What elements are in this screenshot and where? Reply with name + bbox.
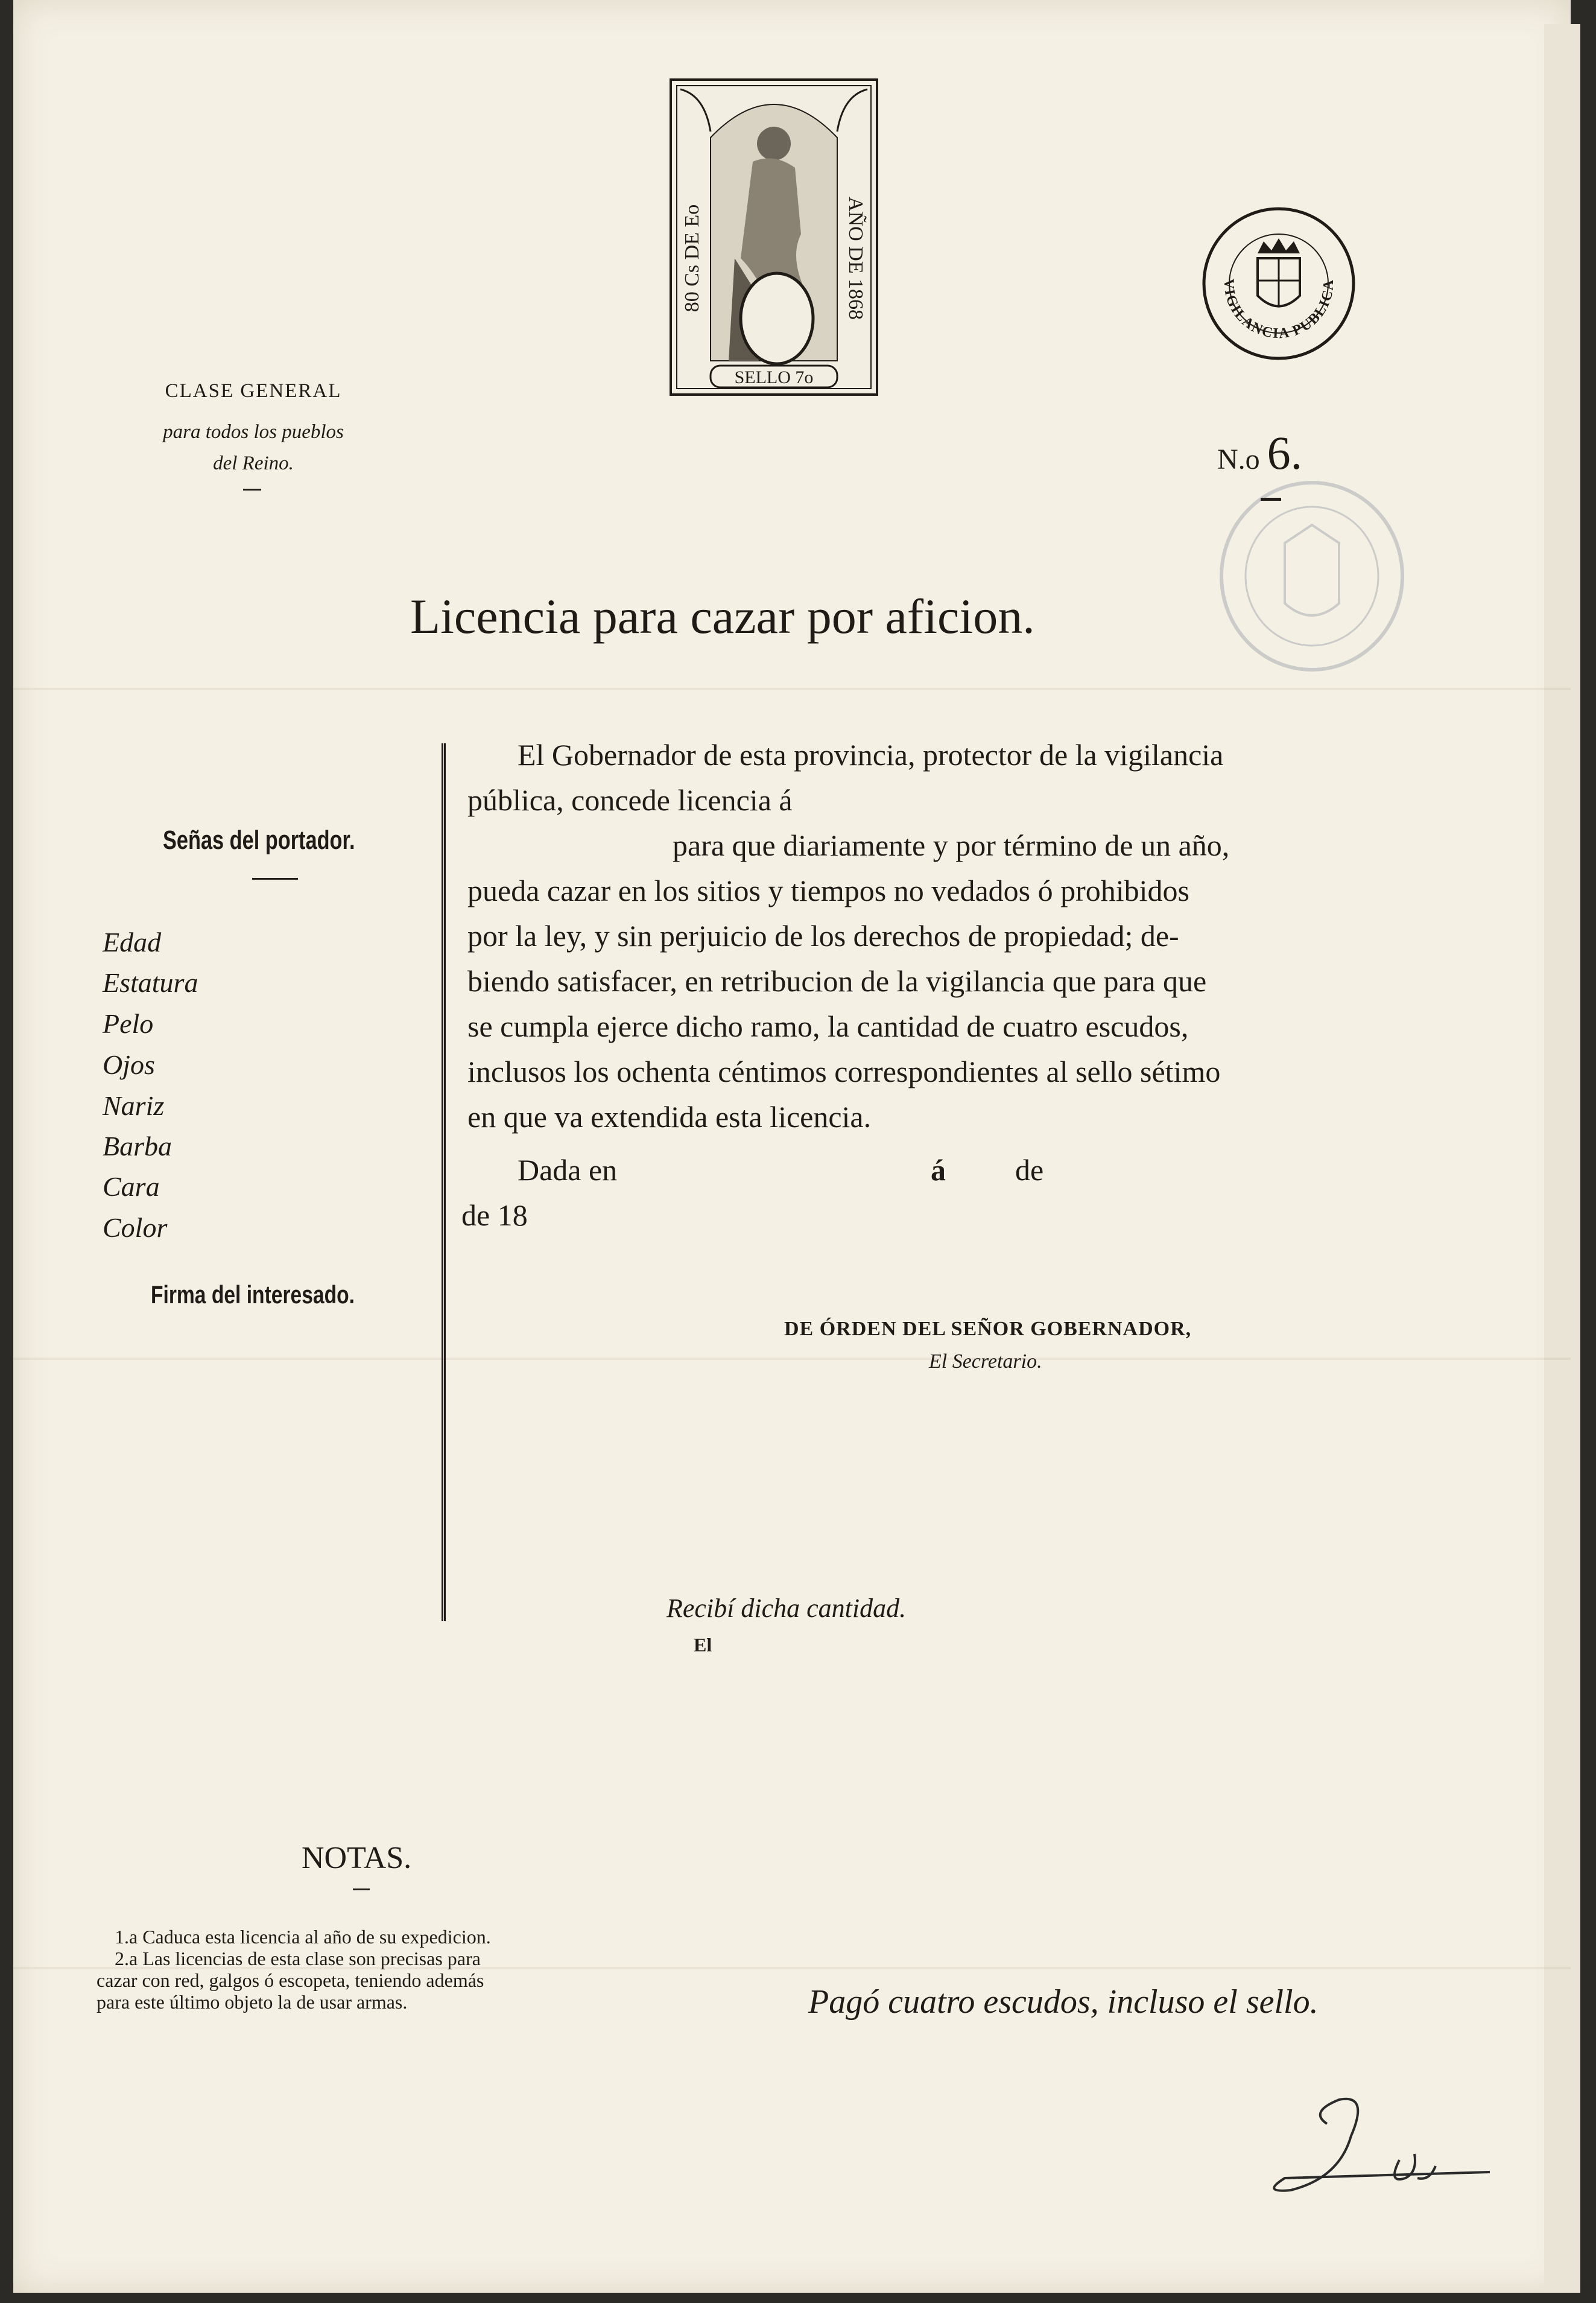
note-line: cazar con red, galgos ó escopeta, teniendo además <box>97 1969 484 1991</box>
seal-text: VIGILANCIA PUBLICA <box>1220 278 1337 342</box>
dada-de: de <box>1015 1153 1044 1187</box>
note-line: 2.a Las licencias de esta clase son precisas para <box>115 1948 481 1969</box>
field-estatura: Estatura <box>103 967 198 998</box>
field-barba: Barba <box>103 1131 172 1161</box>
body-line: inclusos los ochenta céntimos correspondientes al sello sétimo <box>467 1055 1221 1088</box>
body-line: pública, concede licencia á <box>467 783 793 817</box>
body-line: para que diariamente y por término de un año, <box>673 828 1230 862</box>
vertical-divider <box>442 743 446 1621</box>
secretario-label: El Secretario. <box>929 1350 1042 1373</box>
handwritten-signature <box>1249 2088 1502 2220</box>
pueblos-line-2: del Reino. <box>213 453 294 474</box>
field-ojos: Ojos <box>103 1049 155 1080</box>
body-line: por la ley, y sin perjuicio de los derechos de propiedad; de- <box>467 919 1179 953</box>
dash-divider <box>353 1888 370 1890</box>
numero-label: N.o <box>1217 443 1260 475</box>
stamp-bottom-text: SELLO 7o <box>734 367 814 387</box>
revenue-stamp <box>668 77 879 397</box>
body-line: pueda cazar en los sitios y tiempos no vedados ó prohibidos <box>467 874 1189 907</box>
notas-title: NOTAS. <box>302 1841 412 1875</box>
stamp-left-text: 80 Cs DE Eo <box>681 204 703 313</box>
note-line: 1.a Caduca esta licencia al año de su expedicion. <box>115 1926 491 1948</box>
pueblos-line-1: para todos los pueblos <box>163 421 344 443</box>
note-line: para este último objeto la de usar armas. <box>97 1991 408 2013</box>
firma-label: Firma del interesado. <box>151 1280 355 1309</box>
senas-title: Señas del portador. <box>163 825 355 855</box>
document-title: Licencia para cazar por aficion. <box>410 589 1035 644</box>
dash-divider <box>1261 498 1281 501</box>
field-color: Color <box>103 1212 168 1243</box>
body-line: en que va extendida esta licencia. <box>467 1100 872 1134</box>
numero <box>1217 426 1302 480</box>
dada-a: á <box>931 1153 946 1187</box>
dash-divider <box>252 878 298 880</box>
fold-line <box>13 1358 1571 1360</box>
body-line: se cumpla ejerce dicho ramo, la cantidad de cuatro escudos, <box>467 1009 1189 1043</box>
field-pelo: Pelo <box>103 1008 154 1039</box>
fold-line <box>13 688 1571 690</box>
numero-value: 6. <box>1267 427 1303 479</box>
paper-edge <box>1544 24 1580 2293</box>
body-line: El Gobernador de esta provincia, protector de la vigilancia <box>518 738 1224 772</box>
recibi-line: Recibí dicha cantidad. <box>667 1593 907 1623</box>
field-nariz: Nariz <box>103 1090 165 1121</box>
recibi-el: El <box>694 1634 712 1656</box>
dada-de-18: de 18 <box>461 1198 528 1232</box>
field-edad: Edad <box>103 927 162 958</box>
pueblos-label <box>115 416 392 479</box>
field-cara: Cara <box>103 1171 160 1202</box>
faint-oval-stamp <box>1212 477 1411 676</box>
orden-line: DE ÓRDEN DEL SEÑOR GOBERNADOR, <box>784 1318 1192 1340</box>
vigilancia-publica-seal <box>1200 205 1357 362</box>
dada-en: Dada en <box>518 1153 618 1187</box>
dash-divider <box>243 489 261 491</box>
body-line: biendo satisfacer, en retribucion de la vigilancia que para que <box>467 964 1207 998</box>
stamp-right-text: AÑO DE 1868 <box>844 197 867 320</box>
pago-line: Pagó cuatro escudos, incluso el sello. <box>808 1983 1319 2021</box>
clase-general-label: CLASE GENERAL <box>165 380 342 402</box>
